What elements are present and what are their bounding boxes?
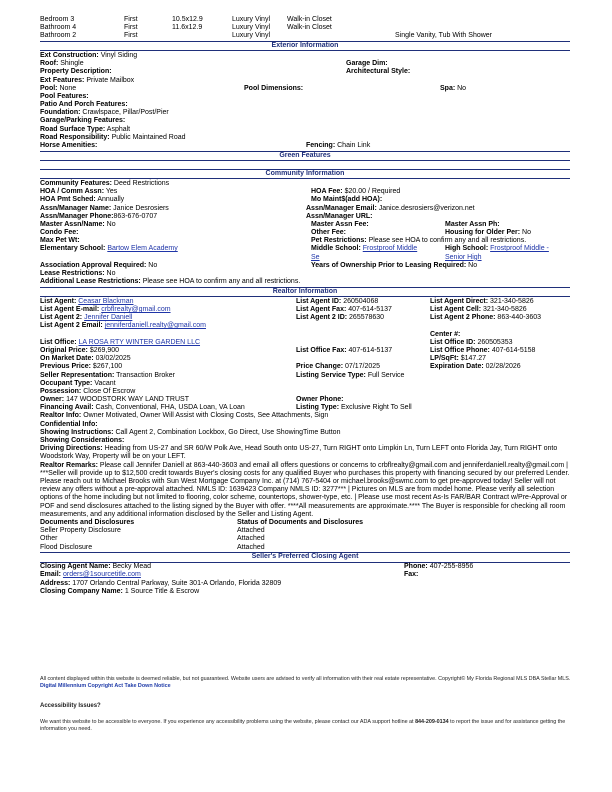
room-row [40,16,570,24]
high-school-label: High School: [445,245,489,253]
list-agent-email-label: List Agent E-mail: [40,306,100,313]
association-approval-value: No [148,261,158,269]
field-row [40,134,570,142]
field-row [40,331,570,339]
field-row [40,101,570,109]
field-row [40,180,570,188]
list-agent-fax-label: List Agent Fax: [296,306,347,313]
ext-construction-label: Ext Construction: [40,51,99,59]
master-assn-fee-label: Master Assn Fee: [311,220,369,228]
assn-manager-email-label: Assn/Manager Email: [306,204,377,212]
field-row [40,245,570,253]
realtor-section-header: Realtor Information [40,287,570,297]
middle-school-label: Middle School: [311,245,361,253]
pool-label: Pool: [40,84,58,92]
high-school-link[interactable]: Frostproof Middle - [490,245,549,253]
room-level: First [124,16,138,23]
accessibility-text-2: to report the issue and for assistance getting the information you need. [40,719,566,733]
list-office-phone-label: List Office Phone: [430,346,490,354]
field-row [40,563,570,571]
closing-email-label: Email: [40,571,62,579]
field-row [40,229,570,237]
field-row [40,205,570,213]
driving-directions [40,445,570,461]
showing-considerations-label: Showing Considerations: [40,437,125,444]
room-floor: Luxury Vinyl [232,24,271,32]
ext-features-value: Private Mailbox [86,76,135,84]
room-name: Bathroom 4 [40,24,77,32]
field-row [40,314,570,322]
listing-service-value: Full Service [367,371,405,379]
field-row [40,93,570,101]
high-school-link-cont[interactable]: Senior High [445,253,482,261]
closing-agent-name-value: Becky Mead [112,563,152,571]
other-fee-label: Other Fee: [311,229,347,237]
list-office-fax-label: List Office Fax: [296,346,347,354]
assn-manager-phone-value: 863-676-0707 [113,212,158,220]
closing-address-label: Address: [40,579,71,587]
document-status: Attached [237,535,265,543]
previous-price-value: $267,100 [92,363,123,371]
assn-manager-name-label: Assn/Manager Name: [40,204,112,212]
closing-fax-label: Fax: [404,571,419,579]
document-status: Attached [237,527,265,535]
field-row [40,278,570,286]
expiration-value: 02/28/2026 [485,363,521,371]
hoa-fee-label: HOA Fee: [311,188,343,196]
middle-school-link-cont[interactable]: Se [311,253,320,261]
owner-phone-label: Owner Phone: [296,396,344,404]
additional-lease-label: Additional Lease Restrictions: [40,278,141,286]
roof-label: Roof: [40,60,59,68]
lp-sqft-label: LP/SqFt: [430,355,459,363]
field-row [40,571,570,579]
field-row [40,52,570,60]
list-agent-label: List Agent: [40,297,77,305]
financing-value: Cash, Conventional, FHA, USDA Loan, VA Loan [95,404,245,412]
horse-amenities-label: Horse Amenities: [40,142,98,150]
accessibility-title: Accessibility Issues? [40,703,101,709]
spa-value: No [457,84,467,92]
possession-value: Close Of Escrow [83,387,136,395]
elementary-school-link[interactable]: Bartow Elem Academy [107,245,178,253]
expiration-label: Expiration Date: [430,363,484,371]
showing-instructions-value: Call Agent 2, Combination Lockbox, Go Direct, Use ShowingTime Button [115,428,341,436]
road-surface-label: Road Surface Type: [40,125,106,133]
field-row [40,421,570,429]
road-surface-value: Asphalt [106,125,131,133]
patio-label: Patio And Porch Features: [40,101,128,109]
field-row [40,221,570,229]
field-row [40,339,570,347]
field-row [40,380,570,388]
list-agent-fax-value: 407-614-5137 [348,306,392,313]
master-assn-name-label: Master Assn/Name: [40,220,105,228]
closing-agent-name-label: Closing Agent Name: [40,563,111,571]
field-row [40,363,570,371]
document-row [40,527,570,535]
field-row [40,298,570,306]
community-section-header: Community Information [40,169,570,179]
list-office-id-value: 260505353 [477,338,513,346]
list-agent-cell-label: List Agent Cell: [430,306,482,313]
documents-header: Documents and Disclosures [40,519,135,527]
list-agent-id-label: List Agent ID: [296,297,342,305]
field-row [40,388,570,396]
room-row [40,24,570,32]
closing-section-header: Seller's Preferred Closing Agent [40,552,570,562]
middle-school-link[interactable]: Frostproof Middle [362,245,418,253]
years-ownership-label: Years of Ownership Prior to Leasing Required: [311,261,467,269]
field-row [40,429,570,437]
garage-dim-label: Garage Dim: [346,60,388,68]
list-agent2-phone-value: 863-440-3603 [497,314,542,322]
owner-label: Owner: [40,396,65,404]
property-description-label: Property Description: [40,68,112,76]
closing-phone-label: Phone: [404,563,428,571]
room-extra: Single Vanity, Tub With Shower [395,32,493,40]
ext-features-label: Ext Features: [40,76,85,84]
document-status: Attached [237,543,265,551]
listing-type-value: Exclusive Right To Sell [341,404,412,412]
field-row [40,254,570,262]
lease-restrictions-value: No [106,270,116,278]
years-ownership-value: No [468,261,478,269]
accessibility-text-1: We want this website to be accessible to everyone. If you experience any accessibility problems using the website, please contact our ADA support hotline at [40,719,414,725]
hoa-fee-value: $20.00 / Required [344,188,401,196]
assn-manager-url-label: Assn/Manager URL: [306,212,373,220]
field-row [40,588,570,596]
fencing-value: Chain Link [337,142,371,150]
pool-features-label: Pool Features: [40,92,89,100]
master-assn-ph-label: Master Assn Ph: [445,220,500,228]
field-row [40,237,570,245]
center-label: Center #: [430,330,461,338]
pet-restrictions-value: Please see HOA to confirm any and all restrictions. [368,237,527,245]
listing-service-label: Listing Service Type: [296,371,366,379]
field-row [40,412,570,420]
previous-price-label: Previous Price: [40,363,91,371]
field-row [40,322,570,330]
list-office-phone-value: 407-614-5158 [491,346,536,354]
realtor-remarks-label: Realtor Remarks: [40,461,98,469]
lease-restrictions-label: Lease Restrictions: [40,270,105,278]
field-row [40,396,570,404]
confidential-info-label: Confidential Info: [40,420,98,428]
field-row [40,68,570,76]
list-agent-id-value: 260504068 [343,297,379,305]
field-row [40,372,570,380]
pool-dimensions-label: Pool Dimensions: [244,84,304,92]
field-row [40,85,570,93]
assn-manager-name-value: Janice Desrosiers [113,204,169,212]
listing-report [40,16,570,596]
closing-company-value: 1 Source Title & Escrow [124,587,200,595]
list-agent2-link[interactable]: Jennifer Daniell [84,314,133,322]
seller-representation-value: Transaction Broker [116,371,176,379]
price-change-label: Price Change: [296,363,344,371]
closing-company-label: Closing Company Name: [40,587,123,595]
garage-parking-label: Garage/Parking Features: [40,117,126,125]
foundation-label: Foundation: [40,109,81,117]
pool-value: None [59,84,77,92]
master-assn-name-value: No [106,220,116,228]
housing-older-label: Housing for Older Per: [445,229,521,237]
dmca-link[interactable]: Digital Millennium Copyright Act Take Down Notice [40,683,171,690]
document-name: Seller Property Disclosure [40,527,121,535]
field-row [40,270,570,278]
field-row [40,262,570,270]
driving-directions-value: Heading from US-27 and SR 60/W Polk Ave, Head South onto US-27, Turn RIGHT onto Limpkin Ln, Turn LEFT onto Florida Jay, Turn RIGHT onto Woodstork Way, Property will be on your LEFT. [40,445,558,461]
room-closet: Walk-in Closet [287,16,332,23]
docs-header-row [40,519,570,527]
list-agent2-email-label: List Agent 2 Email: [40,322,103,330]
rooms-table [40,16,570,41]
original-price-value: $269,900 [89,346,120,354]
room-row [40,32,570,40]
architectural-style-label: Architectural Style: [346,68,411,76]
spacer [40,162,570,169]
list-agent-direct-label: List Agent Direct: [430,297,489,305]
occupant-type-label: Occupant Type: [40,379,93,387]
room-dims: 10.5x12.9 [172,16,203,23]
field-row [40,306,570,314]
green-section-header: Green Features [40,151,570,161]
document-name: Other [40,535,58,543]
accessibility-text [40,719,580,733]
list-agent2-id-value: 265578630 [349,314,385,322]
road-responsibility-label: Road Responsibility: [40,133,110,141]
realtor-remarks [40,462,570,519]
field-row [40,60,570,68]
field-row [40,404,570,412]
hoa-pmt-sched-value: Annually [97,196,125,204]
list-agent-cell-value: 321-340-5826 [483,306,527,313]
field-row [40,142,570,150]
additional-lease-value: Please see HOA to confirm any and all restrictions. [142,278,301,286]
possession-label: Possession: [40,387,82,395]
room-level: First [124,32,138,40]
hoa-comm-assn-label: HOA / Comm Assn: [40,188,105,196]
list-office-link[interactable]: LA ROSA RTY WINTER GARDEN LLC [78,338,201,346]
mo-maint-label: Mo Maint$(add HOA): [311,196,383,204]
field-row [40,109,570,117]
owner-value: 147 WOODSTORK WAY LAND TRUST [66,396,189,404]
room-floor: Luxury Vinyl [232,32,271,40]
field-row [40,355,570,363]
original-price-label: Original Price: [40,346,88,354]
list-office-fax-value: 407-614-5137 [348,346,393,354]
field-row [40,188,570,196]
occupant-type-value: Vacant [94,379,116,387]
community-features-label: Community Features: [40,179,112,187]
price-change-value: 07/17/2025 [345,363,381,371]
exterior-section-header: Exterior Information [40,41,570,51]
documents-status-header: Status of Documents and Disclosures [237,519,364,527]
room-name: Bedroom 3 [40,16,75,23]
roof-value: Shingle [60,60,84,68]
document-row [40,535,570,543]
condo-fee-label: Condo Fee: [40,229,79,237]
community-features-value: Deed Restrictions [113,179,170,187]
realtor-info-label: Realtor Info: [40,412,82,420]
list-office-label: List Office: [40,338,77,346]
hoa-comm-assn-value: Yes [105,188,118,196]
elementary-school-label: Elementary School: [40,245,106,253]
listing-type-label: Listing Type: [296,404,340,412]
list-agent2-phone-label: List Agent 2 Phone: [430,314,496,322]
ext-construction-value: Vinyl Siding [100,51,138,59]
ada-hotline[interactable]: 844-209-0134 [415,719,449,725]
document-name: Flood Disclosure [40,543,93,551]
fencing-label: Fencing: [306,142,336,150]
field-row [40,196,570,204]
seller-representation-label: Seller Representation: [40,371,115,379]
closing-phone-value: 407-255-8956 [429,563,474,571]
footer-disclaimer [40,676,580,690]
field-row [40,580,570,588]
room-level: First [124,24,138,32]
realtor-remarks-value: Please call Jennifer Daniell at 863-440-3603 and email all offers questions or concerns to crbflrealty@gmail.com and jenniferdaniell.realty@gmail.com | ***Seller will provide up to $12,500 credit towards Buyer's closing costs for any qualified Buyer who purchases this property with financing secured by our preferred Lender. Please reach out to Michael Brooks with Sun West Mortgage Company Inc. at (714) 767-5404 or michael.brooks@swmc.com to get pre-approved today! Seller will not review any offers without a pre-approval attached. NMLS ID: 1639423 Company NMLS ID: 3277*** | Pictures on MLS are from model home. Please verify all selection options of the home including but not limited to flooring, color scheme, countertops, shower-type, etc. | Please use most recent As-Is FAR/BAR Contract w/Pre-Approval or POF and send disclosures attached to the listing signed by the Buyer with offer. ****All measurements are approximate.**** The Buyer is responsible for checking all room measurements, and any additional information disclosed by the Seller and Listing Agent. [40,461,570,518]
pet-restrictions-label: Pet Restrictions: [311,237,367,245]
room-closet: Walk-in Closet [287,24,332,32]
field-row [40,437,570,445]
disclaimer-text: All content displayed within this website is deemed reliable, but not guaranteed. Website users are advised to verify all information with their real estate representative. Copyright© My Florida Regional MLS DBA Stellar MLS. [40,676,571,682]
field-row [40,77,570,85]
spa-label: Spa: [440,84,456,92]
closing-email-link[interactable]: orders@1sourcetitle.com [62,571,141,579]
showing-instructions-label: Showing Instructions: [40,428,114,436]
list-agent2-label: List Agent 2: [40,314,83,322]
max-pet-wt-label: Max Pet Wt: [40,237,80,245]
assn-manager-email-value: Janice.desrosiers@verizon.net [378,204,475,212]
field-row [40,347,570,355]
field-row [40,117,570,125]
list-agent2-email-link[interactable]: jenniferdaniell.realty@gmail.com [104,322,206,330]
list-agent-link[interactable]: Ceasar Blackman [78,297,134,305]
list-agent-email-link[interactable]: crbflrealty@gmail.com [101,306,171,313]
housing-older-value: No [522,229,531,237]
room-floor: Luxury Vinyl [232,16,271,23]
list-agent2-id-label: List Agent 2 ID: [296,314,348,322]
document-row [40,544,570,552]
closing-address-value: 1707 Orlando Central Parkway, Suite 301-A Orlando, Florida 32809 [72,579,282,587]
road-responsibility-value: Public Maintained Road [111,133,186,141]
realtor-info-value: Owner Motivated, Owner Will Assist with Closing Costs, See Attachments, Sign [83,412,329,420]
field-row [40,213,570,221]
on-market-value: 03/02/2025 [95,355,131,363]
field-row [40,126,570,134]
room-dims: 11.6x12.9 [172,24,203,32]
on-market-label: On Market Date: [40,355,94,363]
hoa-pmt-sched-label: HOA Pmt Sched: [40,196,96,204]
lp-sqft-value: $147.27 [460,355,487,363]
financing-label: Financing Avail: [40,404,94,412]
driving-directions-label: Driving Directions: [40,445,103,453]
foundation-value: Crawlspace, Pillar/Post/Pier [82,109,169,117]
assn-manager-phone-label: Assn/Manager Phone: [40,212,114,220]
room-name: Bathroom 2 [40,32,77,40]
list-agent-direct-value: 321-340-5826 [490,297,534,305]
list-office-id-label: List Office ID: [430,338,476,346]
association-approval-label: Association Approval Required: [40,261,147,269]
